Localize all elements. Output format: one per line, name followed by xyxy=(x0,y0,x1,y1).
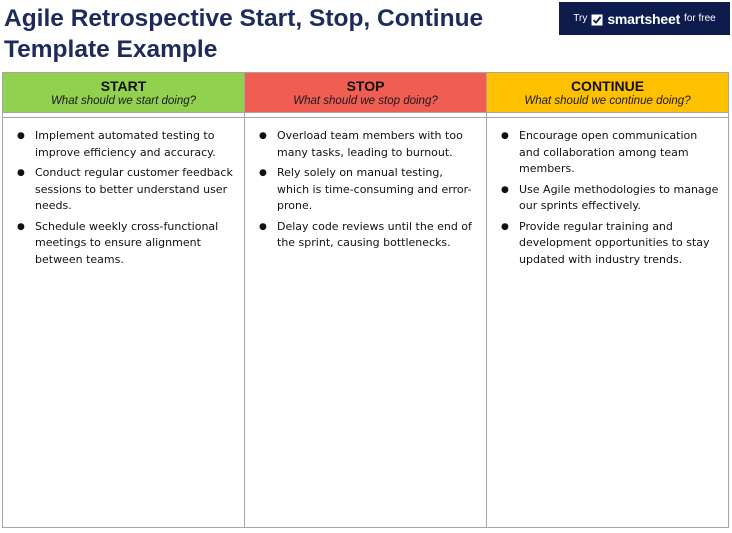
bullet-icon: ● xyxy=(259,168,267,178)
retrospective-board xyxy=(2,72,729,528)
column-body xyxy=(3,118,244,527)
item-list xyxy=(257,128,478,252)
column-subtitle: What should we start doing? xyxy=(50,95,197,107)
list-item xyxy=(15,219,236,269)
column-body xyxy=(245,118,486,527)
bullet-icon: ● xyxy=(17,221,25,232)
try-smartsheet-button[interactable] xyxy=(559,2,730,35)
list-item-text: Overload team members with too many tasks, leading to burnout. xyxy=(277,129,463,159)
column-subtitle: What should we stop doing? xyxy=(293,95,438,107)
column-stop xyxy=(245,73,487,527)
column-start xyxy=(3,73,245,527)
cta-suffix-label: for free xyxy=(684,13,716,24)
list-item-text: Schedule weekly cross-functional meetings to ensure alignment between teams. xyxy=(35,219,219,266)
list-item xyxy=(15,128,236,161)
list-item-text: Implement automated testing to improve efficiency and accuracy. xyxy=(35,129,216,159)
list-item xyxy=(257,219,478,252)
item-list xyxy=(499,128,720,268)
item-list xyxy=(15,128,236,268)
list-item-text: Rely solely on manual testing, which is time-consuming and error-prone. xyxy=(277,166,472,212)
column-body xyxy=(487,118,728,527)
bullet-icon: ● xyxy=(259,221,267,232)
column-header xyxy=(3,73,244,113)
column-title: START xyxy=(100,78,147,94)
list-item xyxy=(257,165,478,215)
bullet-icon: ● xyxy=(501,184,509,195)
cta-brand-label: smartsheet xyxy=(607,10,681,27)
list-item-text: Provide regular training and development opportunities to stay updated with industry trends. xyxy=(519,219,710,266)
page-title: Agile Retrospective Start, Stop, Continue Template Example xyxy=(4,5,484,63)
column-header xyxy=(487,73,728,113)
bullet-icon: ● xyxy=(17,168,25,178)
bullet-icon: ● xyxy=(501,131,509,141)
column-header xyxy=(245,73,486,113)
list-item-text: Encourage open communication and collaboration among team members. xyxy=(519,129,698,175)
list-item-text: Use Agile methodologies to manage our sprints effectively. xyxy=(519,182,719,212)
bullet-icon: ● xyxy=(17,131,25,141)
checkmark-icon xyxy=(591,13,603,25)
list-item-text: Delay code reviews until the end of the sprint, causing bottlenecks. xyxy=(277,219,472,249)
list-item xyxy=(15,165,236,215)
list-item xyxy=(499,128,720,178)
list-item xyxy=(499,219,720,269)
list-item xyxy=(257,128,478,161)
bullet-icon: ● xyxy=(259,131,267,141)
column-continue xyxy=(487,73,728,527)
cta-try-label: Try xyxy=(573,13,588,24)
bullet-icon: ● xyxy=(501,221,509,232)
list-item-text: Conduct regular customer feedback sessions to better understand user needs. xyxy=(35,166,233,212)
column-title: CONTINUE xyxy=(570,78,645,94)
column-subtitle: What should we continue doing? xyxy=(524,95,691,107)
list-item xyxy=(499,182,720,215)
column-title: STOP xyxy=(346,78,385,94)
